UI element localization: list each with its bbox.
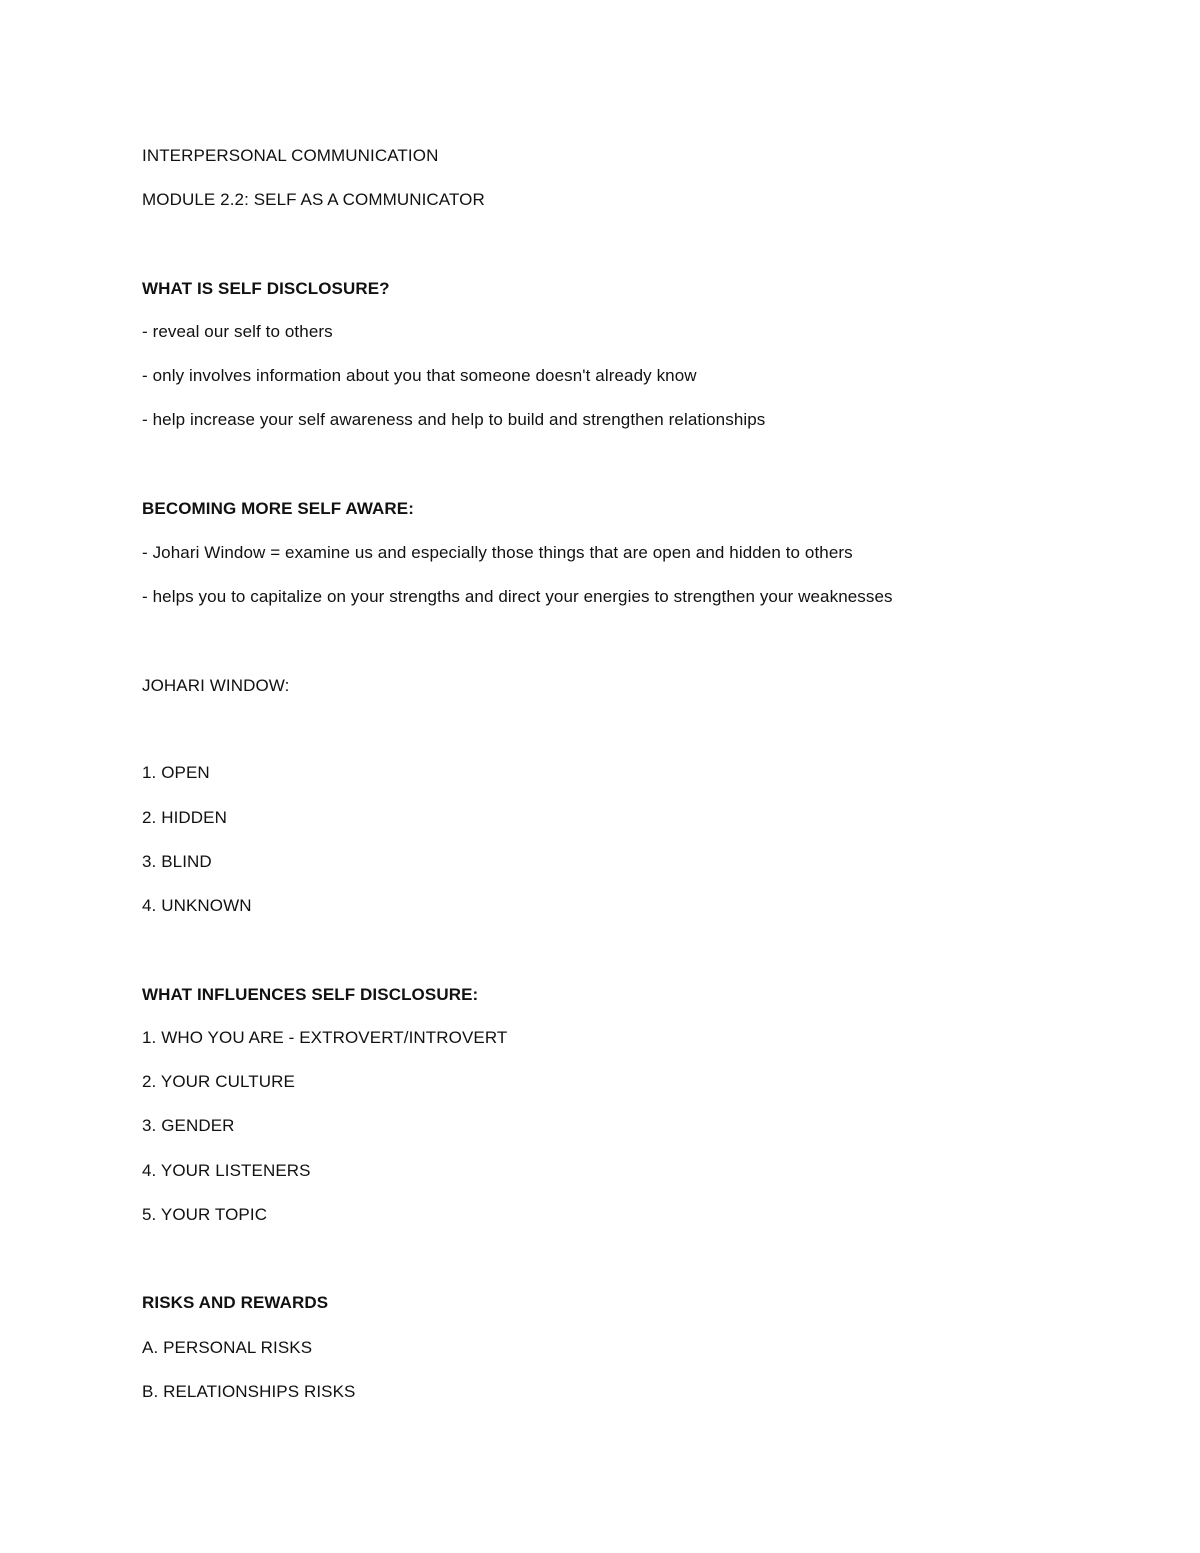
list-item: - only involves information about you that someone doesn't already know — [142, 366, 697, 385]
list-item: A. PERSONAL RISKS — [142, 1338, 313, 1357]
list-item: B. RELATIONSHIPS RISKS — [142, 1382, 356, 1401]
list-item: 5. YOUR TOPIC — [142, 1205, 268, 1224]
list-item: 3. GENDER — [142, 1116, 235, 1135]
list-item: 4. UNKNOWN — [142, 896, 252, 915]
list-item: 3. BLIND — [142, 852, 212, 871]
list-item: - helps you to capitalize on your strengths and direct your energies to strengthen your weaknesses — [142, 587, 893, 606]
list-item: 1. OPEN — [142, 763, 210, 782]
list-item: - help increase your self awareness and help to build and strengthen relationships — [142, 410, 766, 429]
list-item: 4. YOUR LISTENERS — [142, 1161, 311, 1180]
list-item: 2. HIDDEN — [142, 808, 227, 827]
section-heading-risks-rewards: RISKS AND REWARDS — [142, 1293, 329, 1312]
course-title: INTERPERSONAL COMMUNICATION — [142, 146, 439, 165]
list-item: - reveal our self to others — [142, 322, 333, 341]
module-title: MODULE 2.2: SELF AS A COMMUNICATOR — [142, 190, 485, 209]
list-item: - Johari Window = examine us and especially those things that are open and hidden to others — [142, 543, 853, 562]
section-heading-self-disclosure: WHAT IS SELF DISCLOSURE? — [142, 279, 390, 298]
list-item: 1. WHO YOU ARE - EXTROVERT/INTROVERT — [142, 1028, 508, 1047]
section-heading-influences: WHAT INFLUENCES SELF DISCLOSURE: — [142, 985, 479, 1004]
section-heading-johari-window: JOHARI WINDOW: — [142, 676, 290, 695]
list-item: 2. YOUR CULTURE — [142, 1072, 295, 1091]
section-heading-self-aware: BECOMING MORE SELF AWARE: — [142, 499, 414, 518]
